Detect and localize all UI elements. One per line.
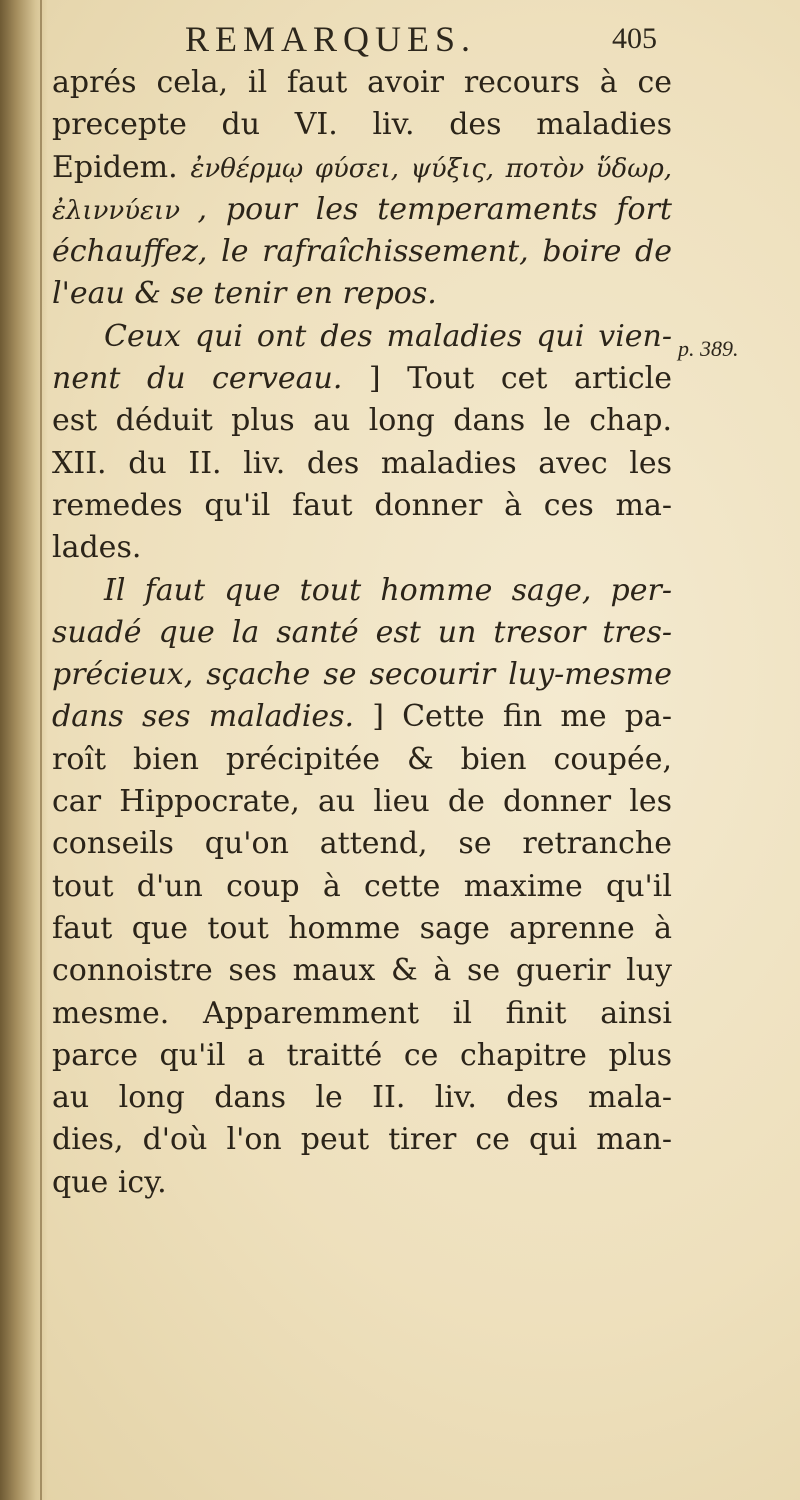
text-line xyxy=(52,316,672,358)
gutter-edge xyxy=(40,0,42,1500)
text-segment: tout d'un coup à cette maxime qu'il xyxy=(52,868,672,904)
text-line xyxy=(52,993,672,1035)
text-segment: l'eau & se tenir en repos. xyxy=(52,276,437,312)
text-segment: precepte du VI. liv. des maladies xyxy=(52,107,672,143)
text-segment: au long dans le II. liv. des mala- xyxy=(52,1080,672,1116)
text-line xyxy=(52,1162,672,1204)
text-line xyxy=(52,358,672,400)
margin-note: p. 389. xyxy=(678,336,739,361)
text-line xyxy=(52,696,672,738)
text-segment: échauffez, le rafraîchissement, boire de xyxy=(52,234,672,270)
text-segment: ] Tout cet article xyxy=(342,361,672,397)
text-segment: nent du cerveau. xyxy=(52,361,343,397)
text-segment: précieux, sçache se secourir luy-mesme xyxy=(52,657,672,693)
text-line xyxy=(52,1077,672,1119)
text-line xyxy=(52,781,672,823)
text-line xyxy=(52,823,672,865)
body-text xyxy=(52,62,672,1204)
text-segment: ] Cette fin me pa- xyxy=(354,699,672,735)
text-segment: lades. xyxy=(52,530,142,566)
text-segment: Ceux qui ont des maladies qui vien- xyxy=(104,318,672,354)
text-line xyxy=(52,62,672,104)
text-line xyxy=(52,908,672,950)
text-line xyxy=(52,570,672,612)
text-line xyxy=(52,147,672,189)
text-line xyxy=(52,612,672,654)
text-line xyxy=(52,231,672,273)
text-line xyxy=(52,950,672,992)
text-segment: XII. du II. liv. des maladies avec les xyxy=(52,445,672,481)
text-line xyxy=(52,104,672,146)
text-segment: , pour les temperaments fort xyxy=(197,191,672,227)
text-segment: dies, d'où l'on peut tirer ce qui man- xyxy=(52,1122,672,1158)
text-line xyxy=(52,866,672,908)
text-line xyxy=(52,739,672,781)
text-line xyxy=(52,1035,672,1077)
text-line xyxy=(52,485,672,527)
text-segment: parce qu'il a traitté ce chapitre plus xyxy=(52,1037,672,1073)
text-line xyxy=(52,443,672,485)
text-line xyxy=(52,527,672,569)
text-segment: dans ses maladies. xyxy=(52,699,355,735)
text-segment: est déduit plus au long dans le chap. xyxy=(52,403,672,439)
text-segment: remedes qu'il faut donner à ces ma- xyxy=(52,487,672,523)
text-segment: roît bien précipitée & bien coupée, xyxy=(52,741,672,777)
text-line xyxy=(52,400,672,442)
running-head: REMARQUES. xyxy=(185,19,477,59)
text-segment: conseils qu'on attend, se retranche xyxy=(52,826,672,862)
text-segment: suadé que la santé est un tresor tres- xyxy=(52,614,672,650)
greek-quotation: ἐλιννύειν xyxy=(52,195,198,226)
text-segment: faut que tout homme sage aprenne à xyxy=(52,910,672,946)
text-line xyxy=(52,273,672,315)
text-segment: car Hippocrate, au lieu de donner les xyxy=(52,784,672,820)
page-number: 405 xyxy=(612,22,657,55)
text-segment: connoistre ses maux & à se guerir luy xyxy=(52,953,672,989)
text-segment: Epidem. xyxy=(52,149,191,185)
text-line xyxy=(52,654,672,696)
greek-quotation: ἐνθέρμῳ φύσει, ψύξις, ποτὸν ὕδωρ, xyxy=(190,153,672,184)
text-segment: mesme. Apparemment il finit ainsi xyxy=(52,995,672,1031)
text-line xyxy=(52,189,672,231)
text-segment: Il faut que tout homme sage, per- xyxy=(104,572,672,608)
text-line xyxy=(52,1119,672,1161)
text-segment: que icy. xyxy=(52,1164,167,1200)
text-segment: aprés cela, il faut avoir recours à ce xyxy=(52,65,672,100)
